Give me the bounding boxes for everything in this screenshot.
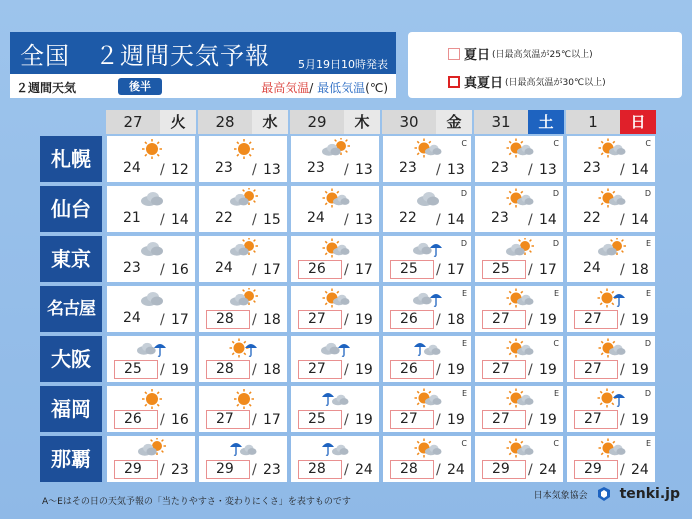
low-temp: 19 — [539, 362, 557, 378]
forecast-cell — [475, 386, 563, 432]
low-temp: 19 — [447, 362, 465, 378]
sun-cloud-icon — [321, 288, 351, 310]
low-temp: 19 — [539, 312, 557, 328]
low-temp: 17 — [263, 262, 281, 278]
issued-time: 5月19日10時発表 — [298, 58, 388, 71]
forecast-cell — [567, 236, 655, 282]
temp-separator: / — [436, 212, 441, 228]
legend-high: 最高気温 — [261, 81, 310, 95]
date-header-0 — [106, 110, 196, 134]
reliability-grade: D — [644, 389, 651, 398]
high-temp: 28 — [298, 460, 342, 479]
temp-separator: / — [436, 262, 441, 278]
legend-unit: (℃) — [365, 81, 388, 95]
temp-separator: / — [528, 312, 533, 328]
reliability-grade: D — [644, 339, 651, 348]
forecast-cell — [383, 236, 471, 282]
sun-cloud-icon — [413, 438, 443, 460]
subtitle-bar — [10, 74, 396, 98]
forecast-cell — [475, 186, 563, 232]
sun-icon — [137, 388, 167, 410]
midsummer-label: 真夏日 — [464, 76, 504, 91]
temp-separator: / — [620, 262, 625, 278]
forecast-cell — [567, 436, 655, 482]
temp-separator: / — [528, 212, 533, 228]
high-temp: 26 — [114, 410, 158, 429]
temp-separator: / — [160, 362, 165, 378]
low-temp: 14 — [447, 212, 465, 228]
forecast-cell — [383, 436, 471, 482]
forecast-cell — [107, 186, 195, 232]
day-of-week: 木 — [344, 110, 380, 134]
low-temp: 23 — [171, 462, 189, 478]
cloud-sun-icon — [137, 438, 167, 460]
date-number: 1 — [566, 110, 620, 134]
summer-label: 夏日 — [464, 48, 491, 63]
temp-separator: / — [620, 412, 625, 428]
heat-legend — [408, 32, 682, 98]
cloud-icon — [137, 288, 167, 310]
sun-rain-icon — [597, 388, 627, 410]
temp-separator: / — [252, 162, 257, 178]
reliability-grade: E — [645, 439, 651, 448]
forecast-cell — [291, 136, 379, 182]
midsummer-marker-icon — [448, 76, 460, 88]
legend-separator: / — [309, 81, 314, 95]
high-temp: 29 — [114, 460, 158, 479]
city-label: 大阪 — [40, 336, 102, 382]
high-temp: 24 — [215, 260, 233, 276]
temp-separator: / — [528, 162, 533, 178]
forecast-cell — [199, 236, 287, 282]
forecast-cell — [199, 136, 287, 182]
temp-separator: / — [344, 212, 349, 228]
forecast-cell — [291, 236, 379, 282]
sun-cloud-icon — [413, 138, 443, 160]
sun-cloud-icon — [597, 438, 627, 460]
rain-cloud-icon — [229, 438, 259, 460]
low-temp: 17 — [171, 312, 189, 328]
sun-cloud-icon — [413, 388, 443, 410]
cloud-sun-icon — [321, 138, 351, 160]
date-header-2 — [290, 110, 380, 134]
forecast-cell — [107, 236, 195, 282]
sun-cloud-icon — [505, 288, 535, 310]
forecast-cell — [475, 336, 563, 382]
forecast-cell — [107, 286, 195, 332]
low-temp: 24 — [539, 462, 557, 478]
forecast-cell — [199, 186, 287, 232]
temp-separator: / — [344, 462, 349, 478]
high-temp: 25 — [114, 360, 158, 379]
reliability-grade: C — [553, 139, 559, 148]
date-number: 31 — [474, 110, 528, 134]
low-temp: 23 — [263, 462, 281, 478]
forecast-cell — [383, 286, 471, 332]
sun-cloud-icon — [597, 138, 627, 160]
date-header-5 — [566, 110, 656, 134]
forecast-cell — [107, 336, 195, 382]
day-of-week: 日 — [620, 110, 656, 134]
temp-separator: / — [252, 412, 257, 428]
low-temp: 13 — [263, 162, 281, 178]
temp-separator: / — [436, 462, 441, 478]
temp-legend — [261, 79, 388, 96]
high-temp: 28 — [206, 360, 250, 379]
sun-icon — [229, 138, 259, 160]
temp-separator: / — [160, 212, 165, 228]
cloud-rain-icon — [137, 338, 167, 360]
reliability-grade: E — [461, 389, 467, 398]
high-temp: 23 — [215, 160, 233, 176]
forecast-cell — [107, 386, 195, 432]
sun-cloud-icon — [321, 238, 351, 260]
forecast-cell — [475, 436, 563, 482]
temp-separator: / — [344, 412, 349, 428]
day-of-week: 火 — [160, 110, 196, 134]
high-temp: 29 — [482, 460, 526, 479]
title-banner — [10, 32, 396, 74]
temp-separator: / — [160, 262, 165, 278]
low-temp: 14 — [631, 212, 649, 228]
forecast-cell — [567, 286, 655, 332]
cloud-icon — [413, 188, 443, 210]
sun-cloud-icon — [505, 188, 535, 210]
temp-separator: / — [344, 162, 349, 178]
page-title: 全国 ２週間天気予報 — [20, 42, 270, 70]
forecast-cell — [291, 386, 379, 432]
forecast-cell — [475, 286, 563, 332]
forecast-cell — [383, 336, 471, 382]
high-temp: 27 — [390, 410, 434, 429]
sun-cloud-icon — [321, 188, 351, 210]
high-temp: 21 — [123, 210, 141, 226]
temp-separator: / — [160, 312, 165, 328]
low-temp: 14 — [539, 212, 557, 228]
temp-separator: / — [344, 262, 349, 278]
high-temp: 26 — [390, 360, 434, 379]
temp-separator: / — [528, 262, 533, 278]
high-temp: 25 — [390, 260, 434, 279]
forecast-cell — [199, 336, 287, 382]
reliability-grade: C — [461, 139, 467, 148]
reliability-grade: C — [553, 339, 559, 348]
day-of-week: 水 — [252, 110, 288, 134]
forecast-cell — [475, 236, 563, 282]
high-temp: 28 — [206, 310, 250, 329]
temp-separator: / — [528, 362, 533, 378]
low-temp: 24 — [631, 462, 649, 478]
date-number: 27 — [106, 110, 160, 134]
reliability-grade: D — [460, 189, 467, 198]
forecast-cell — [475, 136, 563, 182]
low-temp: 17 — [539, 262, 557, 278]
temp-separator: / — [528, 412, 533, 428]
footer-brand — [534, 486, 680, 502]
low-temp: 14 — [631, 162, 649, 178]
forecast-cell — [383, 136, 471, 182]
legend-summer — [448, 44, 593, 63]
high-temp: 26 — [298, 260, 342, 279]
cloud-sun-icon — [229, 288, 259, 310]
forecast-cell — [291, 436, 379, 482]
low-temp: 19 — [631, 312, 649, 328]
forecast-cell — [107, 436, 195, 482]
low-temp: 19 — [355, 412, 373, 428]
reliability-grade: E — [553, 389, 559, 398]
temp-separator: / — [620, 362, 625, 378]
forecast-cell — [291, 286, 379, 332]
date-header-3 — [382, 110, 472, 134]
low-temp: 17 — [263, 412, 281, 428]
high-temp: 29 — [574, 460, 618, 479]
temp-separator: / — [252, 362, 257, 378]
temp-separator: / — [160, 462, 165, 478]
high-temp: 23 — [583, 160, 601, 176]
half-badge: 後半 — [118, 78, 162, 95]
low-temp: 18 — [263, 362, 281, 378]
reliability-grade: E — [553, 289, 559, 298]
temp-separator: / — [528, 462, 533, 478]
high-temp: 22 — [583, 210, 601, 226]
reliability-grade: D — [644, 189, 651, 198]
high-temp: 24 — [123, 160, 141, 176]
temp-separator: / — [436, 412, 441, 428]
low-temp: 13 — [355, 212, 373, 228]
temp-separator: / — [436, 312, 441, 328]
midsummer-note: (日最高気温が30℃以上) — [505, 78, 606, 88]
temp-separator: / — [252, 262, 257, 278]
reliability-grade: C — [645, 139, 651, 148]
sun-rain-icon — [229, 338, 259, 360]
legend-low: 最低気温 — [317, 81, 366, 95]
forecast-cell — [567, 386, 655, 432]
temp-separator: / — [620, 462, 625, 478]
forecast-cell — [383, 186, 471, 232]
cloud-icon — [137, 238, 167, 260]
low-temp: 18 — [447, 312, 465, 328]
forecast-cell — [107, 136, 195, 182]
high-temp: 27 — [574, 360, 618, 379]
temp-separator: / — [252, 312, 257, 328]
low-temp: 19 — [631, 412, 649, 428]
date-number: 29 — [290, 110, 344, 134]
high-temp: 29 — [206, 460, 250, 479]
date-header-1 — [198, 110, 288, 134]
sun-cloud-icon — [505, 388, 535, 410]
forecast-cell — [383, 386, 471, 432]
reliability-grade: D — [460, 239, 467, 248]
date-number: 28 — [198, 110, 252, 134]
sun-icon — [137, 138, 167, 160]
high-temp: 23 — [123, 260, 141, 276]
forecast-cell — [567, 336, 655, 382]
low-temp: 13 — [539, 162, 557, 178]
legend-midsummer — [448, 72, 606, 91]
summer-note: (日最高気温が25℃以上) — [492, 50, 593, 60]
rain-cloud-icon — [321, 388, 351, 410]
reliability-grade: E — [461, 339, 467, 348]
reliability-grade: C — [553, 439, 559, 448]
low-temp: 24 — [447, 462, 465, 478]
low-temp: 17 — [355, 262, 373, 278]
day-of-week: 金 — [436, 110, 472, 134]
low-temp: 13 — [447, 162, 465, 178]
date-header-4 — [474, 110, 564, 134]
low-temp: 18 — [263, 312, 281, 328]
sun-rain-icon — [597, 288, 627, 310]
forecast-cell — [567, 186, 655, 232]
temp-separator: / — [160, 412, 165, 428]
org-name: 日本気象協会 — [533, 490, 588, 501]
high-temp: 27 — [574, 410, 618, 429]
high-temp: 24 — [583, 260, 601, 276]
low-temp: 17 — [447, 262, 465, 278]
reliability-grade: E — [461, 289, 467, 298]
low-temp: 18 — [631, 262, 649, 278]
low-temp: 19 — [171, 362, 189, 378]
forecast-cell — [291, 336, 379, 382]
high-temp: 27 — [482, 360, 526, 379]
low-temp: 14 — [171, 212, 189, 228]
low-temp: 19 — [355, 312, 373, 328]
reliability-grade: D — [552, 189, 559, 198]
reliability-grade: E — [645, 289, 651, 298]
forecast-cell — [199, 386, 287, 432]
low-temp: 15 — [263, 212, 281, 228]
reliability-note: A～Eはその日の天気予報の「当たりやすさ・変わりにくさ」を表すものです — [42, 497, 351, 507]
high-temp: 27 — [574, 310, 618, 329]
high-temp: 27 — [298, 310, 342, 329]
date-number: 30 — [382, 110, 436, 134]
high-temp: 27 — [482, 410, 526, 429]
cloud-icon — [137, 188, 167, 210]
city-label: 東京 — [40, 236, 102, 282]
brand-name[interactable]: tenki.jp — [619, 486, 680, 502]
high-temp: 27 — [482, 310, 526, 329]
tenki-logo-icon — [596, 486, 612, 502]
sun-cloud-icon — [505, 338, 535, 360]
sun-cloud-icon — [505, 438, 535, 460]
temp-separator: / — [344, 362, 349, 378]
sun-cloud-icon — [597, 188, 627, 210]
forecast-cell — [567, 136, 655, 182]
high-temp: 25 — [298, 410, 342, 429]
high-temp: 27 — [298, 360, 342, 379]
high-temp: 23 — [307, 160, 325, 176]
high-temp: 23 — [399, 160, 417, 176]
low-temp: 16 — [171, 262, 189, 278]
low-temp: 19 — [447, 412, 465, 428]
temp-separator: / — [620, 162, 625, 178]
day-of-week: 土 — [528, 110, 564, 134]
sun-icon — [229, 388, 259, 410]
high-temp: 22 — [399, 210, 417, 226]
temp-separator: / — [252, 462, 257, 478]
reliability-grade: E — [645, 239, 651, 248]
sun-cloud-icon — [597, 338, 627, 360]
cloud-rain-icon — [413, 238, 443, 260]
cloud-rain-icon — [413, 288, 443, 310]
rain-cloud-icon — [413, 338, 443, 360]
city-label: 仙台 — [40, 186, 102, 232]
temp-separator: / — [620, 212, 625, 228]
high-temp: 24 — [123, 310, 141, 326]
temp-separator: / — [436, 362, 441, 378]
forecast-cell — [199, 436, 287, 482]
temp-separator: / — [620, 312, 625, 328]
reliability-grade: C — [461, 439, 467, 448]
cloud-sun-icon — [597, 238, 627, 260]
low-temp: 19 — [539, 412, 557, 428]
high-temp: 24 — [307, 210, 325, 226]
high-temp: 25 — [482, 260, 526, 279]
forecast-cell — [199, 286, 287, 332]
temp-separator: / — [160, 162, 165, 178]
high-temp: 22 — [215, 210, 233, 226]
reliability-grade: D — [552, 239, 559, 248]
city-label: 名古屋 — [40, 286, 102, 332]
forecast-type: ２週間天気 — [16, 81, 77, 95]
low-temp: 19 — [355, 362, 373, 378]
summer-marker-icon — [448, 48, 460, 60]
rain-cloud-icon — [321, 438, 351, 460]
forecast-cell — [291, 186, 379, 232]
cloud-sun-icon — [505, 238, 535, 260]
low-temp: 24 — [355, 462, 373, 478]
low-temp: 16 — [171, 412, 189, 428]
high-temp: 26 — [390, 310, 434, 329]
temp-separator: / — [436, 162, 441, 178]
cloud-sun-icon — [229, 188, 259, 210]
city-label: 福岡 — [40, 386, 102, 432]
cloud-sun-icon — [229, 238, 259, 260]
high-temp: 23 — [491, 210, 509, 226]
sun-cloud-icon — [505, 138, 535, 160]
low-temp: 12 — [171, 162, 189, 178]
low-temp: 13 — [355, 162, 373, 178]
high-temp: 28 — [390, 460, 434, 479]
high-temp: 23 — [491, 160, 509, 176]
low-temp: 19 — [631, 362, 649, 378]
temp-separator: / — [344, 312, 349, 328]
cloud-rain-icon — [321, 338, 351, 360]
high-temp: 27 — [206, 410, 250, 429]
temp-separator: / — [252, 212, 257, 228]
city-label: 札幌 — [40, 136, 102, 182]
city-label: 那覇 — [40, 436, 102, 482]
